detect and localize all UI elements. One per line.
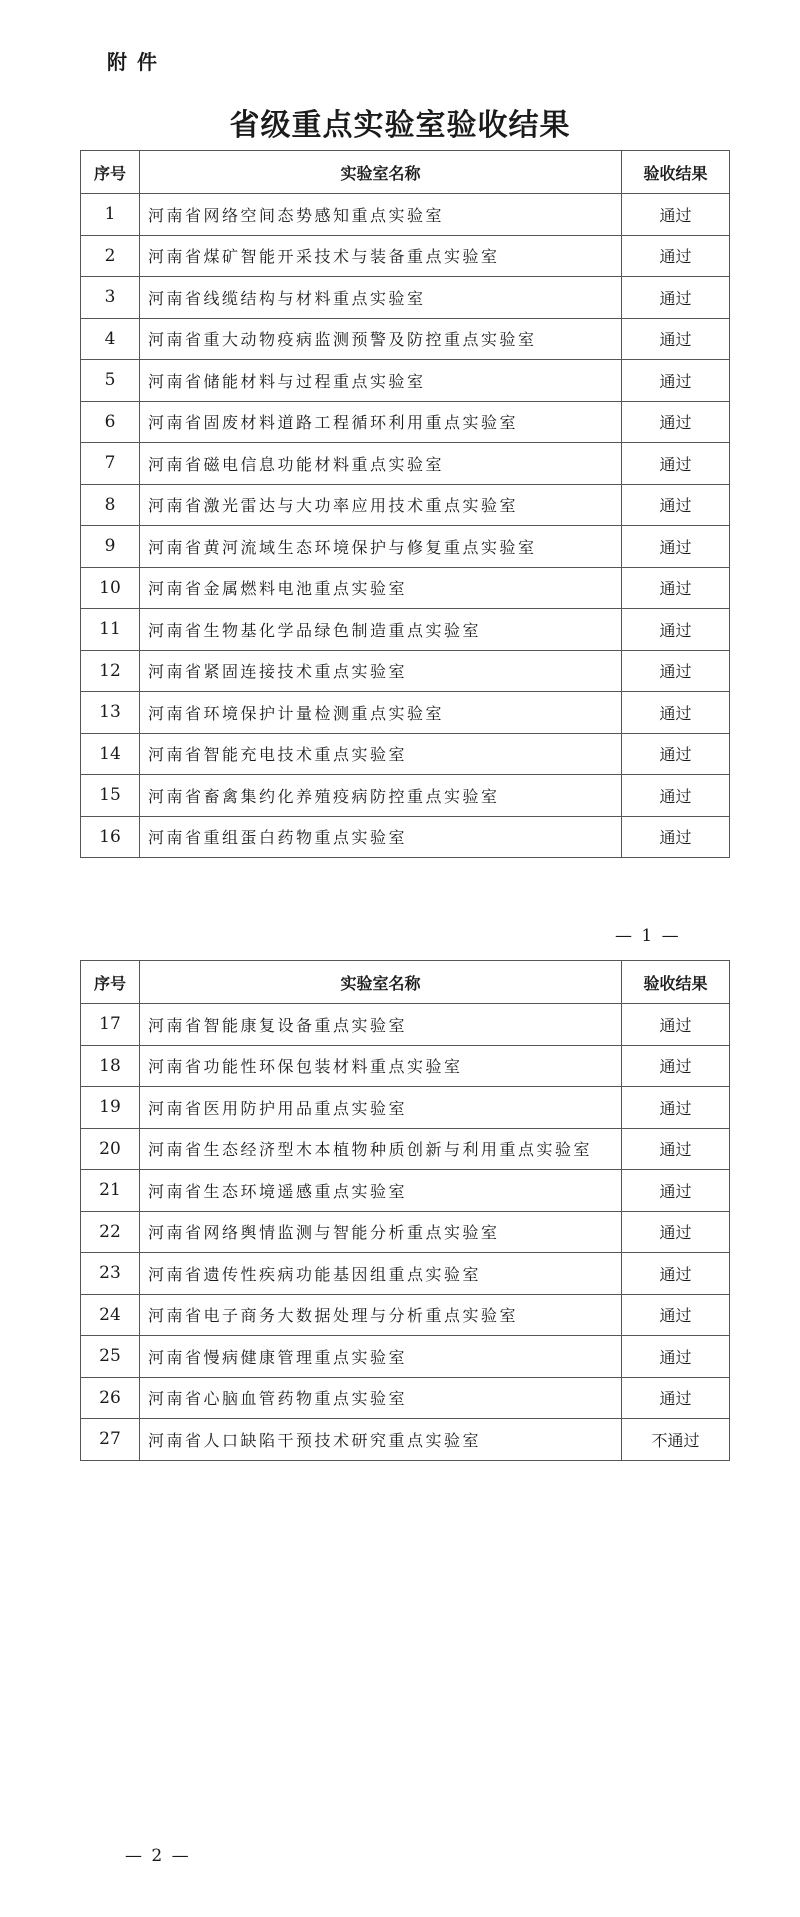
table-row (81, 484, 730, 526)
row-number: 11 (81, 609, 140, 651)
table-row (81, 443, 730, 485)
lab-name: 河南省遗传性疾病功能基因组重点实验室 (140, 1253, 622, 1295)
result-value: 通过 (622, 1045, 730, 1087)
lab-name: 河南省网络空间态势感知重点实验室 (140, 194, 622, 236)
table-row (81, 609, 730, 651)
row-number: 24 (81, 1294, 140, 1336)
row-number: 6 (81, 401, 140, 443)
lab-name: 河南省环境保护计量检测重点实验室 (140, 692, 622, 734)
lab-name: 河南省智能充电技术重点实验室 (140, 733, 622, 775)
result-value: 通过 (622, 1004, 730, 1046)
table-row (81, 401, 730, 443)
row-number: 23 (81, 1253, 140, 1295)
table-row (81, 1419, 730, 1461)
header-result: 验收结果 (622, 151, 730, 194)
table-header-row (81, 961, 730, 1004)
result-value: 通过 (622, 1170, 730, 1212)
results-table-page-1 (80, 150, 730, 858)
attachment-label: 附件 (107, 50, 167, 74)
row-number: 18 (81, 1045, 140, 1087)
lab-name: 河南省心脑血管药物重点实验室 (140, 1377, 622, 1419)
result-value: 通过 (622, 1128, 730, 1170)
row-number: 20 (81, 1128, 140, 1170)
lab-name: 河南省煤矿智能开采技术与装备重点实验室 (140, 235, 622, 277)
result-value: 通过 (622, 360, 730, 402)
row-number: 9 (81, 526, 140, 568)
table-row (81, 733, 730, 775)
table-row (81, 567, 730, 609)
table-row (81, 1004, 730, 1046)
result-value: 通过 (622, 692, 730, 734)
table-row (81, 526, 730, 568)
table-row (81, 650, 730, 692)
table-row (81, 1087, 730, 1129)
row-number: 19 (81, 1087, 140, 1129)
lab-name: 河南省固废材料道路工程循环利用重点实验室 (140, 401, 622, 443)
row-number: 5 (81, 360, 140, 402)
row-number: 13 (81, 692, 140, 734)
table-row (81, 277, 730, 319)
result-value: 通过 (622, 1336, 730, 1378)
row-number: 15 (81, 775, 140, 817)
result-value: 通过 (622, 609, 730, 651)
table-row (81, 1211, 730, 1253)
lab-name: 河南省磁电信息功能材料重点实验室 (140, 443, 622, 485)
table-row (81, 1253, 730, 1295)
lab-name: 河南省慢病健康管理重点实验室 (140, 1336, 622, 1378)
lab-name: 河南省重大动物疫病监测预警及防控重点实验室 (140, 318, 622, 360)
table-row (81, 1294, 730, 1336)
row-number: 10 (81, 567, 140, 609)
row-number: 27 (81, 1419, 140, 1461)
table-row (81, 360, 730, 402)
row-number: 7 (81, 443, 140, 485)
row-number: 2 (81, 235, 140, 277)
lab-name: 河南省生态经济型木本植物种质创新与利用重点实验室 (140, 1128, 622, 1170)
table-row (81, 1170, 730, 1212)
lab-name: 河南省重组蛋白药物重点实验室 (140, 816, 622, 858)
result-value: 通过 (622, 484, 730, 526)
result-value: 通过 (622, 1377, 730, 1419)
table-row (81, 1377, 730, 1419)
table-row (81, 816, 730, 858)
lab-name: 河南省畜禽集约化养殖疫病防控重点实验室 (140, 775, 622, 817)
lab-name: 河南省智能康复设备重点实验室 (140, 1004, 622, 1046)
row-number: 22 (81, 1211, 140, 1253)
page-title: 省级重点实验室验收结果 (229, 108, 571, 143)
table-row (81, 194, 730, 236)
lab-name: 河南省电子商务大数据处理与分析重点实验室 (140, 1294, 622, 1336)
lab-name: 河南省生态环境遥感重点实验室 (140, 1170, 622, 1212)
page-number-2: — 2 — (125, 1846, 191, 1866)
page-number-1: — 1 — (615, 926, 681, 946)
row-number: 26 (81, 1377, 140, 1419)
result-value: 通过 (622, 650, 730, 692)
header-name: 实验室名称 (140, 961, 622, 1004)
result-value: 通过 (622, 526, 730, 568)
header-result: 验收结果 (622, 961, 730, 1004)
header-no: 序号 (81, 151, 140, 194)
result-value: 通过 (622, 277, 730, 319)
table-row (81, 1128, 730, 1170)
lab-name: 河南省人口缺陷干预技术研究重点实验室 (140, 1419, 622, 1461)
result-value: 通过 (622, 443, 730, 485)
result-value: 不通过 (622, 1419, 730, 1461)
result-value: 通过 (622, 733, 730, 775)
lab-name: 河南省生物基化学品绿色制造重点实验室 (140, 609, 622, 651)
result-value: 通过 (622, 1253, 730, 1295)
result-value: 通过 (622, 1087, 730, 1129)
lab-name: 河南省医用防护用品重点实验室 (140, 1087, 622, 1129)
result-value: 通过 (622, 816, 730, 858)
result-value: 通过 (622, 1294, 730, 1336)
row-number: 25 (81, 1336, 140, 1378)
table-row (81, 1336, 730, 1378)
row-number: 4 (81, 318, 140, 360)
table-row (81, 775, 730, 817)
results-table-page-2 (80, 960, 730, 1461)
header-no: 序号 (81, 961, 140, 1004)
result-value: 通过 (622, 318, 730, 360)
header-name: 实验室名称 (140, 151, 622, 194)
result-value: 通过 (622, 194, 730, 236)
table-row (81, 318, 730, 360)
row-number: 21 (81, 1170, 140, 1212)
lab-name: 河南省激光雷达与大功率应用技术重点实验室 (140, 484, 622, 526)
result-value: 通过 (622, 235, 730, 277)
lab-name: 河南省储能材料与过程重点实验室 (140, 360, 622, 402)
row-number: 1 (81, 194, 140, 236)
lab-name: 河南省紧固连接技术重点实验室 (140, 650, 622, 692)
row-number: 14 (81, 733, 140, 775)
table-header-row (81, 151, 730, 194)
table-row (81, 692, 730, 734)
result-value: 通过 (622, 401, 730, 443)
result-value: 通过 (622, 1211, 730, 1253)
row-number: 3 (81, 277, 140, 319)
lab-name: 河南省网络舆情监测与智能分析重点实验室 (140, 1211, 622, 1253)
result-value: 通过 (622, 775, 730, 817)
lab-name: 河南省线缆结构与材料重点实验室 (140, 277, 622, 319)
row-number: 17 (81, 1004, 140, 1046)
result-value: 通过 (622, 567, 730, 609)
row-number: 16 (81, 816, 140, 858)
lab-name: 河南省功能性环保包装材料重点实验室 (140, 1045, 622, 1087)
table-row (81, 235, 730, 277)
table-row (81, 1045, 730, 1087)
row-number: 12 (81, 650, 140, 692)
row-number: 8 (81, 484, 140, 526)
lab-name: 河南省黄河流域生态环境保护与修复重点实验室 (140, 526, 622, 568)
lab-name: 河南省金属燃料电池重点实验室 (140, 567, 622, 609)
